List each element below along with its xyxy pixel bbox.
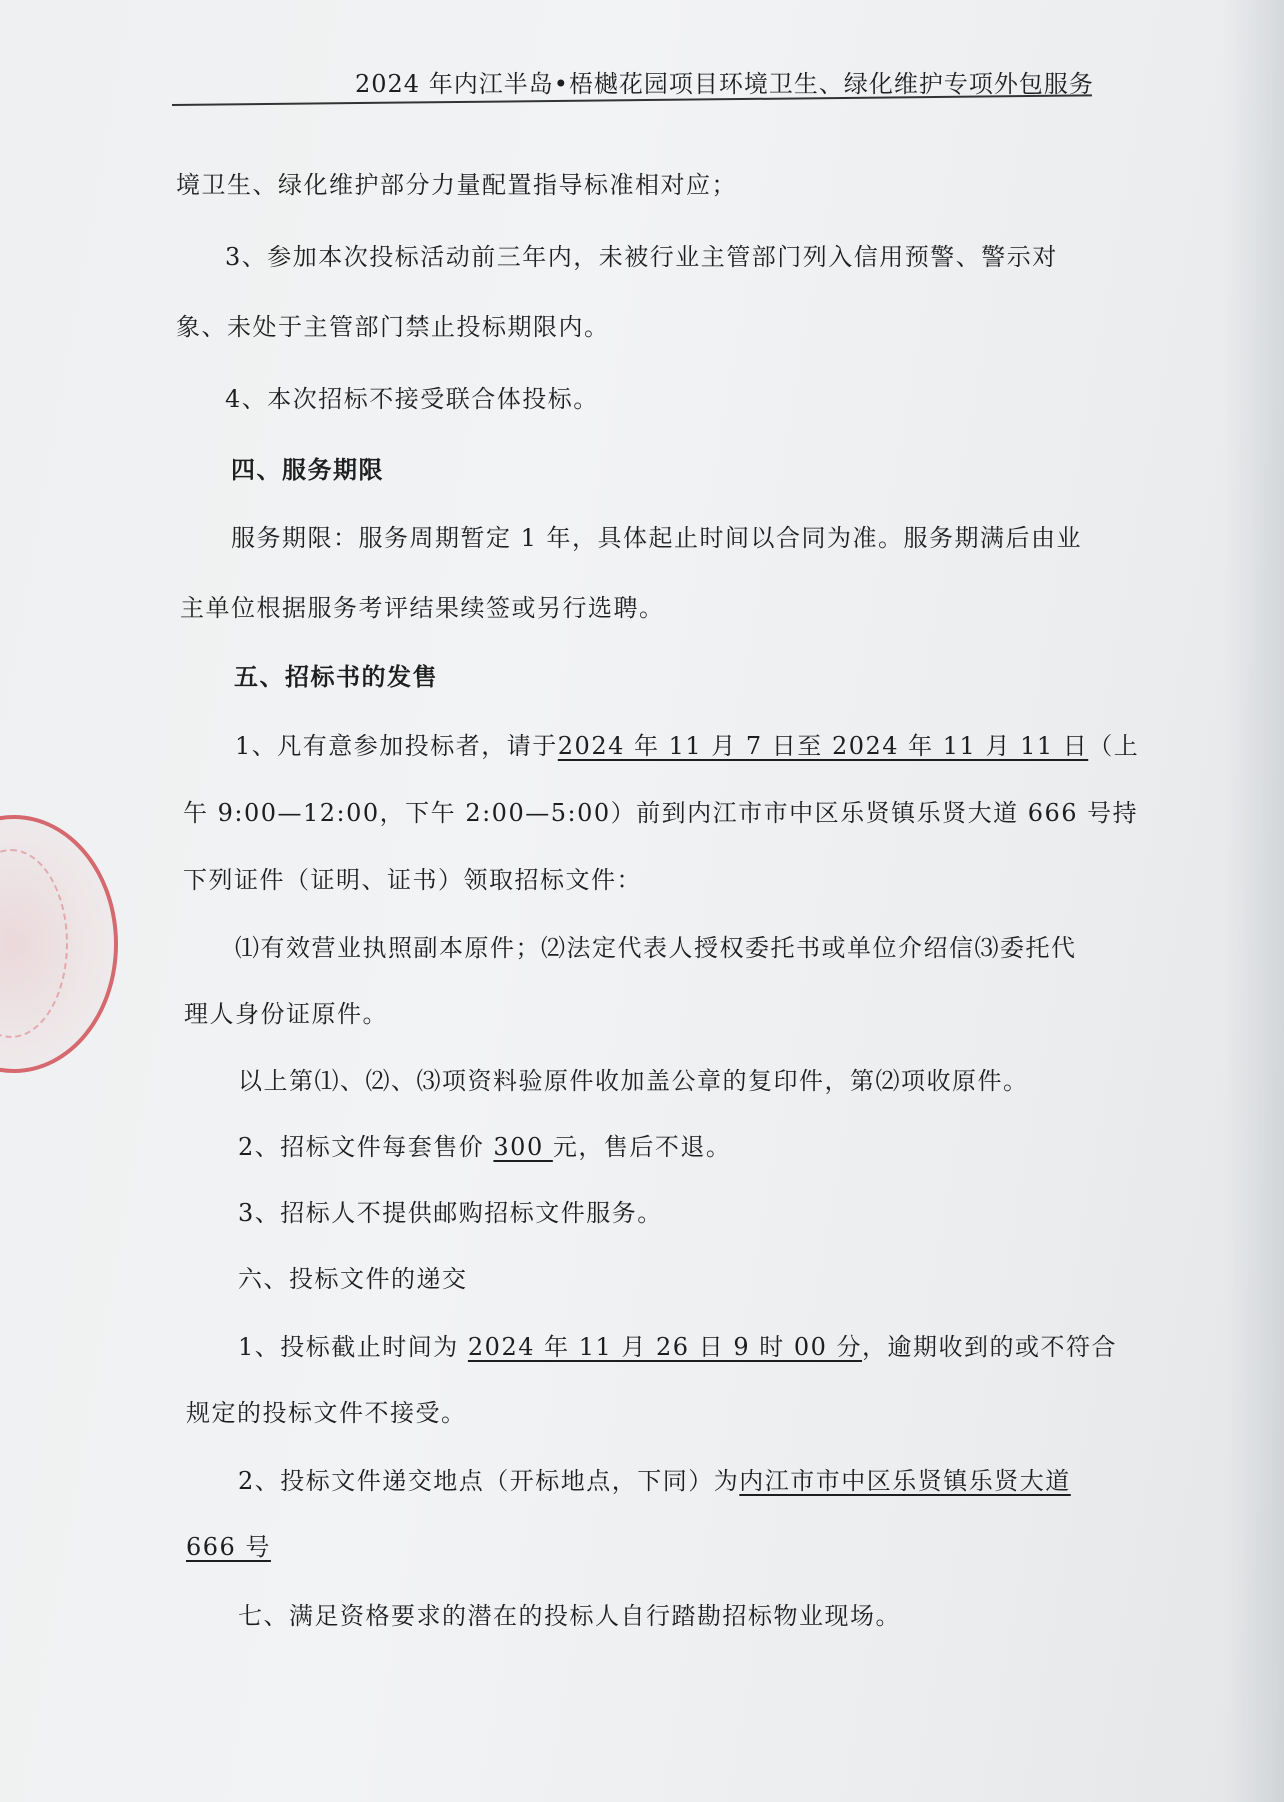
address-underlined: 内江市市中区乐贤镇乐贤大道	[739, 1467, 1071, 1495]
body-line-2: 3、参加本次投标活动前三年内，未被行业主管部门列入信用预警、警示对	[225, 243, 1058, 271]
address-number-underlined: 666 号	[186, 1533, 271, 1561]
line-20-pre: 2、投标文件递交地点（开标地点，下同）为	[238, 1467, 740, 1495]
body-line-4: 4、本次招标不接受联合体投标。	[225, 385, 599, 413]
section-heading-5: 五、招标书的发售	[234, 662, 438, 691]
price-underlined: 300	[493, 1133, 553, 1161]
body-line-12: ⑴有效营业执照副本原件；⑵法定代表人授权委托书或单位介绍信⑶委托代	[235, 934, 1077, 962]
body-line-14: 以上第⑴、⑵、⑶项资料验原件收加盖公章的复印件，第⑵项收原件。	[238, 1067, 1029, 1095]
body-line-1: 境卫生、绿化维护部分力量配置指导标准相对应；	[176, 171, 737, 199]
body-line-7: 主单位根据服务考评结果续签或另行选聘。	[180, 594, 665, 622]
body-line-18	[238, 1327, 1117, 1362]
page-shadow	[1224, 0, 1284, 1802]
red-seal-stamp	[0, 815, 118, 1073]
body-line-10: 午 9:00—12:00，下午 2:00—5:00）前到内江市市中区乐贤镇乐贤大道 666 号持	[183, 799, 1139, 827]
line-15-post: 元，售后不退。	[552, 1133, 732, 1161]
section-heading-7: 七、满足资格要求的潜在的投标人自行踏勘招标物业现场。	[238, 1602, 901, 1630]
body-line-19: 规定的投标文件不接受。	[186, 1399, 467, 1427]
body-line-11: 下列证件（证明、证书）领取招标文件：	[183, 866, 642, 894]
body-line-6: 服务期限：服务周期暂定 1 年，具体起止时间以合同为准。服务期满后由业	[231, 524, 1083, 552]
line-18-pre: 1、投标截止时间为	[238, 1333, 468, 1361]
section-heading-4: 四、服务期限	[231, 455, 384, 484]
body-line-16: 3、招标人不提供邮购招标文件服务。	[238, 1199, 663, 1227]
stamp-inner-ring	[0, 849, 68, 1038]
body-line-20	[238, 1461, 1071, 1496]
line-9-post: （上	[1088, 732, 1140, 760]
sale-period-underlined: 2024 年 11 月 7 日至 2024 年 11 月 11 日	[557, 732, 1089, 760]
line-9-pre: 1、凡有意参加投标者，请于	[235, 732, 558, 760]
line-18-post: ，逾期收到的或不符合	[862, 1333, 1118, 1361]
section-heading-6: 六、投标文件的递交	[238, 1265, 468, 1293]
header-title: 2024 年内江半岛•梧樾花园项目环境卫生、绿化维护专项外包服务	[355, 70, 1094, 98]
body-line-9	[235, 726, 1139, 761]
body-line-15	[238, 1127, 731, 1162]
deadline-underlined: 2024 年 11 月 26 日 9 时 00 分	[467, 1333, 863, 1361]
line-15-pre: 2、招标文件每套售价	[238, 1133, 494, 1161]
body-line-13: 理人身份证原件。	[184, 1000, 388, 1028]
body-line-3: 象、未处于主管部门禁止投标期限内。	[176, 313, 610, 341]
body-line-21	[186, 1527, 271, 1562]
